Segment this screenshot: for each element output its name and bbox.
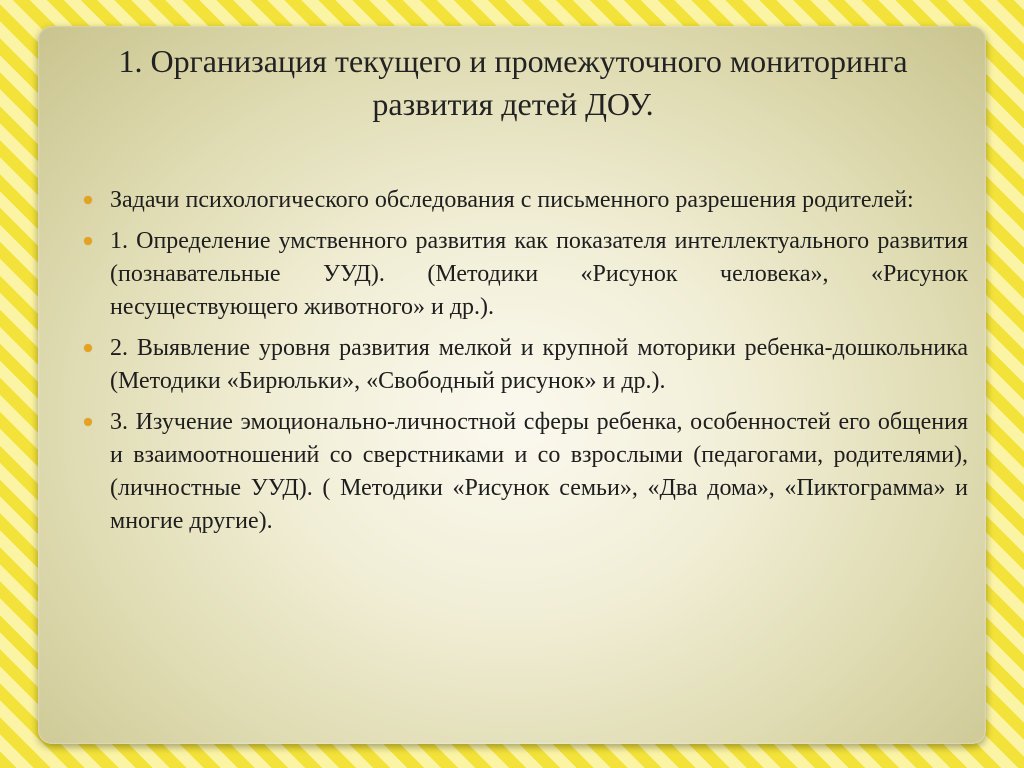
bullet-list — [84, 184, 968, 546]
bullet-text: 1. Определение умственного развития как показателя интеллектуального развития (познавательные УУД). (Методики «Рисунок человека», «Рисунок несуществующего животного» и др.). — [110, 228, 968, 320]
bullet-text: Задачи психологического обследования с письменного разрешения родителей: — [110, 187, 914, 213]
slide-title-line-1: 1. Организация текущего и промежуточного мониторинга — [118, 43, 908, 79]
slide-title — [78, 40, 948, 126]
bullet-item-motor-skills — [84, 332, 968, 398]
slide-panel — [38, 26, 986, 744]
bullet-dot-icon — [84, 196, 92, 204]
bullet-text: 2. Выявление уровня развития мелкой и крупной моторики ребенка-дошкольника (Методики «Бирюльки», «Свободный рисунок» и др.). — [110, 335, 968, 394]
slide-title-line-2: развития детей ДОУ. — [372, 86, 654, 122]
bullet-item-tasks — [84, 184, 968, 217]
bullet-item-mental-development — [84, 225, 968, 324]
bullet-text: 3. Изучение эмоционально-личностной сферы ребенка, особенностей его общения и взаимоотношений со сверстниками и со взрослыми (педагогами, родителями), (личностные УУД). ( Методики «Рисунок семьи», «Два дома», «Пиктограмма» и многие другие). — [110, 409, 968, 534]
bullet-dot-icon — [84, 418, 92, 426]
bullet-item-emotional-sphere — [84, 406, 968, 538]
bullet-dot-icon — [84, 237, 92, 245]
bullet-dot-icon — [84, 344, 92, 352]
